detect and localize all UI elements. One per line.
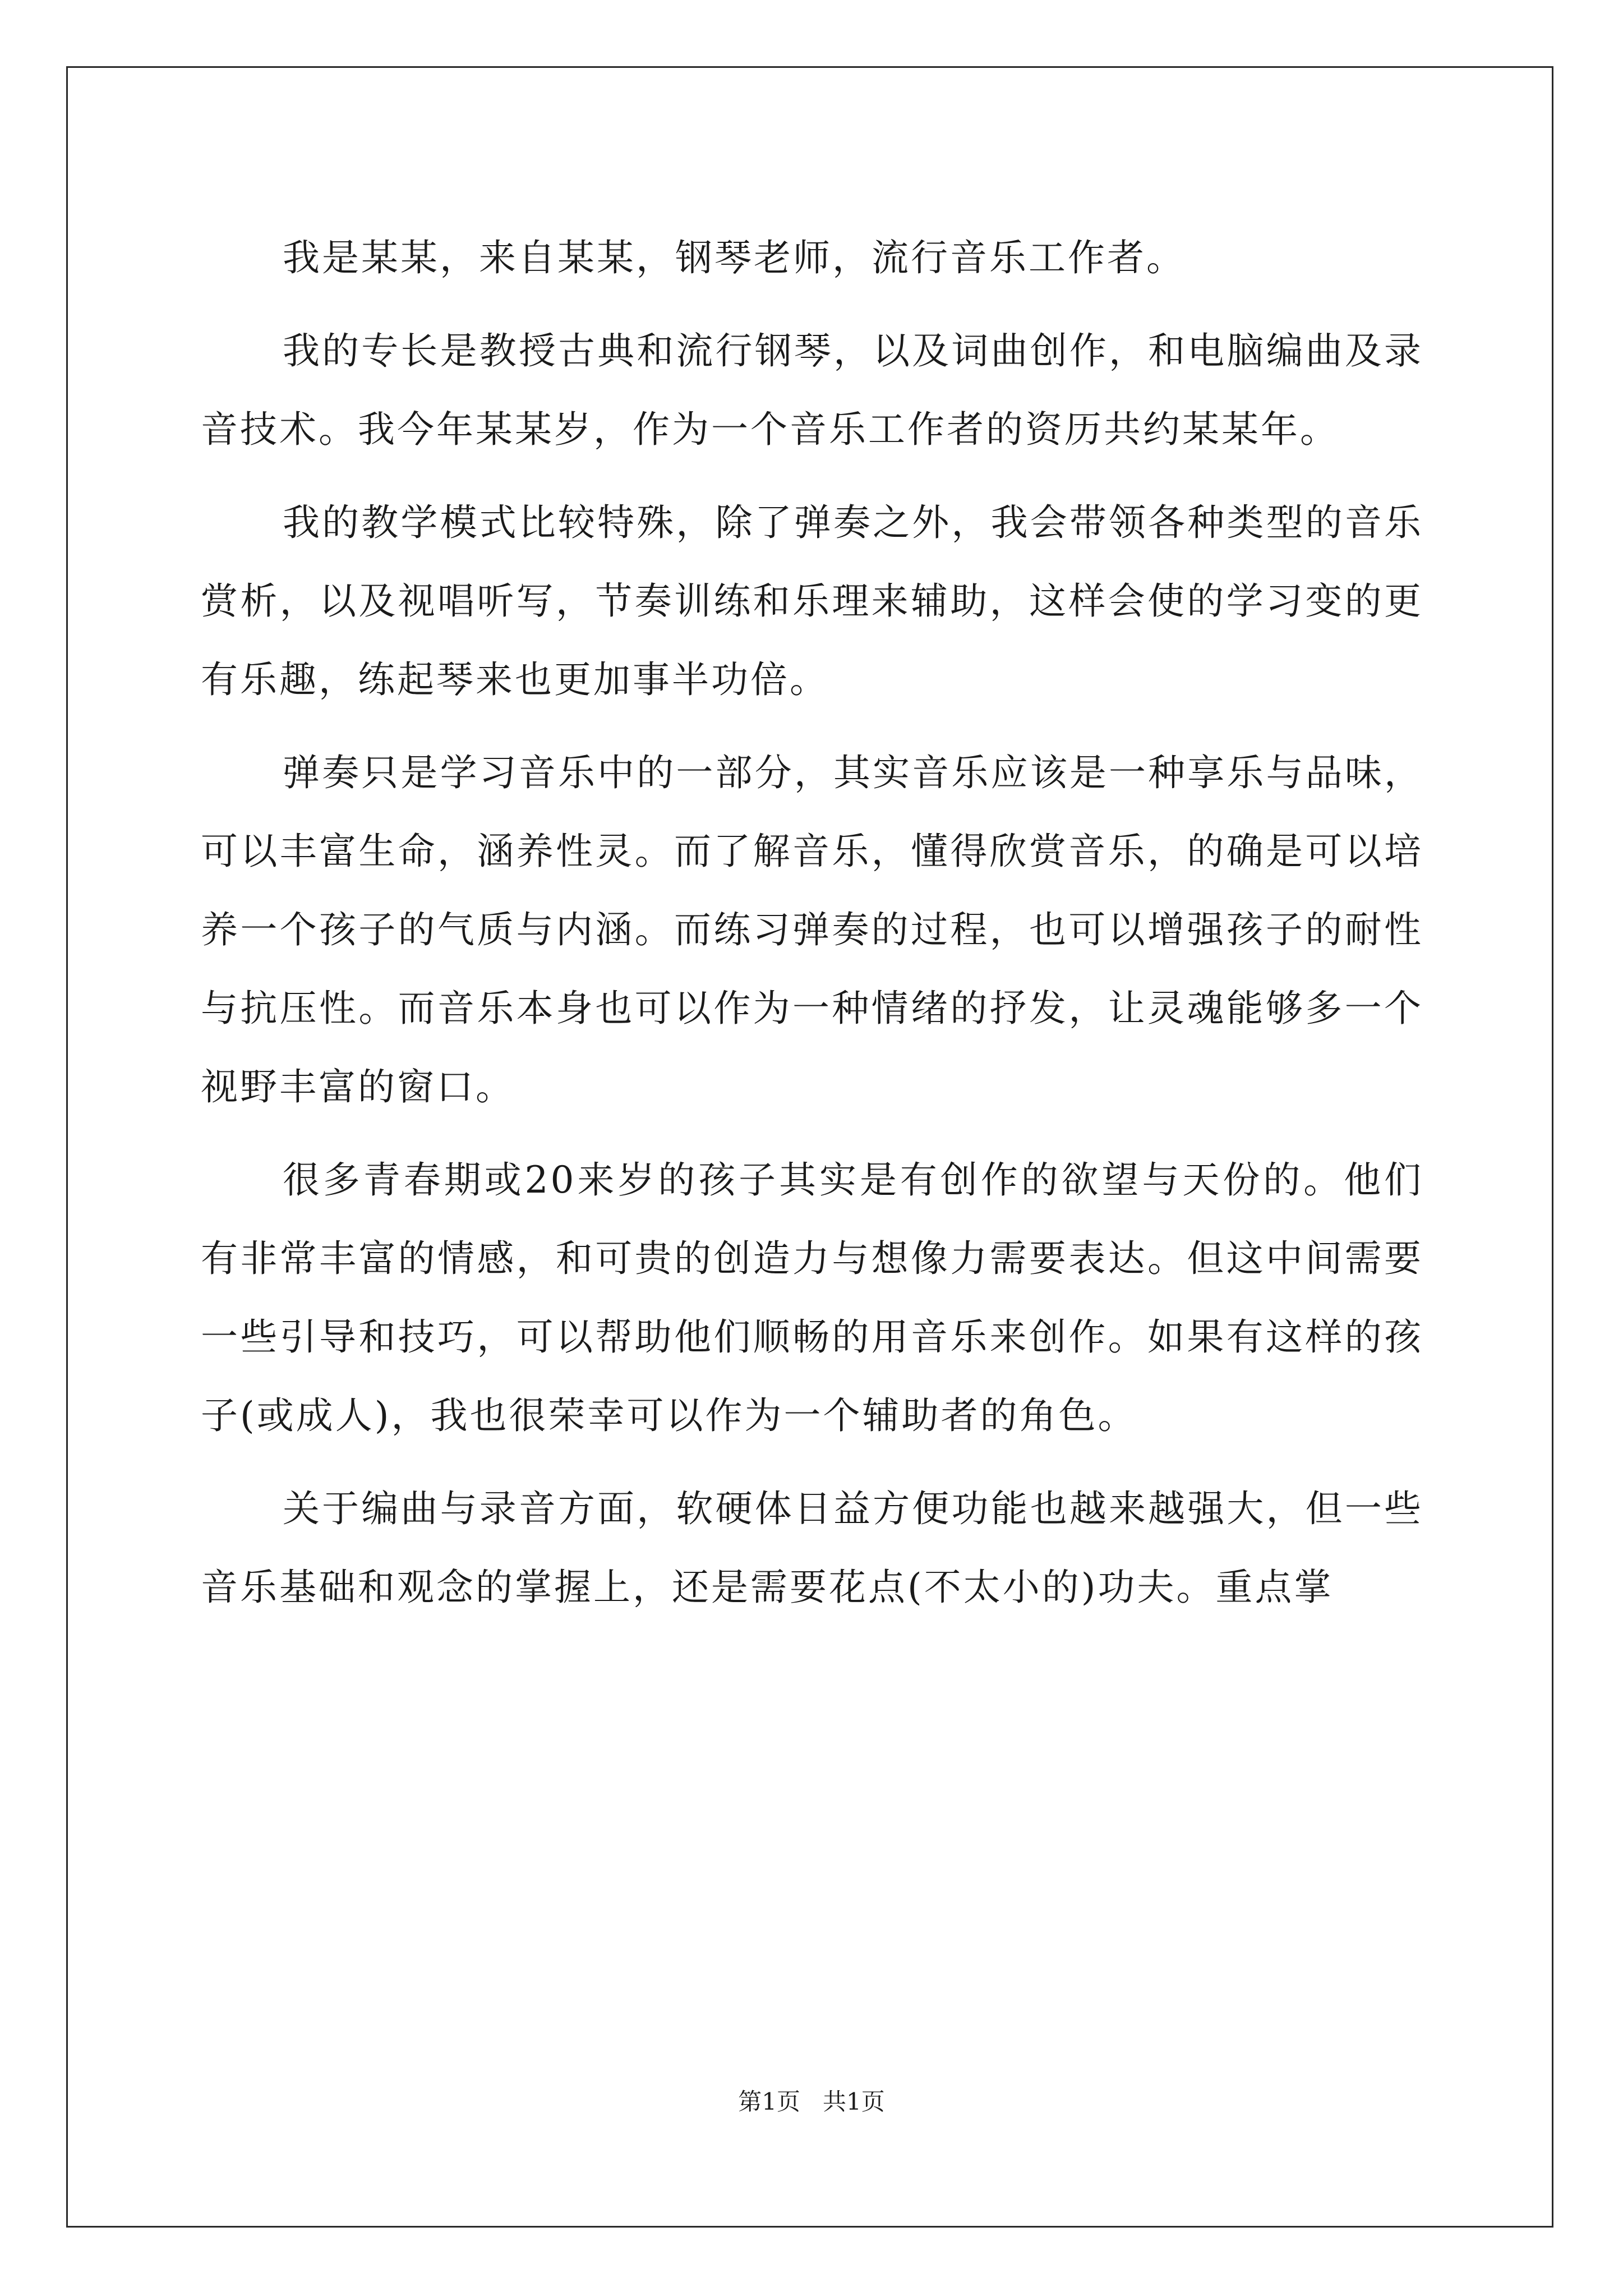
paragraph: 弹奏只是学习音乐中的一部分，其实音乐应该是一种享乐与品味，可以丰富生命，涵养性灵。而了解音乐，懂得欣赏音乐，的确是可以培养一个孩子的气质与内涵。而练习弹奏的过程，也可以增强孩子的耐性与抗压性。而音乐本身也可以作为一种情绪的抒发，让灵魂能够多一个视野丰富的窗口。 (201, 751, 1423, 1108)
paragraph: 很多青春期或20来岁的孩子其实是有创作的欲望与天份的。他们有非常丰富的情感，和可贵的创造力与想像力需要表达。但这中间需要一些引导和技巧，可以帮助他们顺畅的用音乐来创作。如果有这样的孩子(或成人)，我也很荣幸可以作为一个辅助者的角色。 (201, 1158, 1423, 1437)
page-number: 第1页 (738, 2088, 800, 2115)
paragraph: 我的教学模式比较特殊，除了弹奏之外，我会带领各种类型的音乐赏析，以及视唱听写，节奏训练和乐理来辅助，这样会使的学习变的更有乐趣，练起琴来也更加事半功倍。 (201, 501, 1423, 701)
document-body (201, 219, 1423, 1627)
page-total: 共1页 (823, 2088, 885, 2115)
paragraph: 关于编曲与录音方面，软硬体日益方便功能也越来越强大，但一些音乐基础和观念的掌握上，还是需要花点(不太小的)功夫。重点掌 (201, 1487, 1423, 1609)
paragraph: 我的专长是教授古典和流行钢琴，以及词曲创作，和电脑编曲及录音技术。我今年某某岁，作为一个音乐工作者的资历共约某某年。 (201, 329, 1423, 451)
paragraph: 我是某某，来自某某，钢琴老师，流行音乐工作者。 (283, 236, 1186, 279)
page-footer (0, 2088, 1623, 2116)
